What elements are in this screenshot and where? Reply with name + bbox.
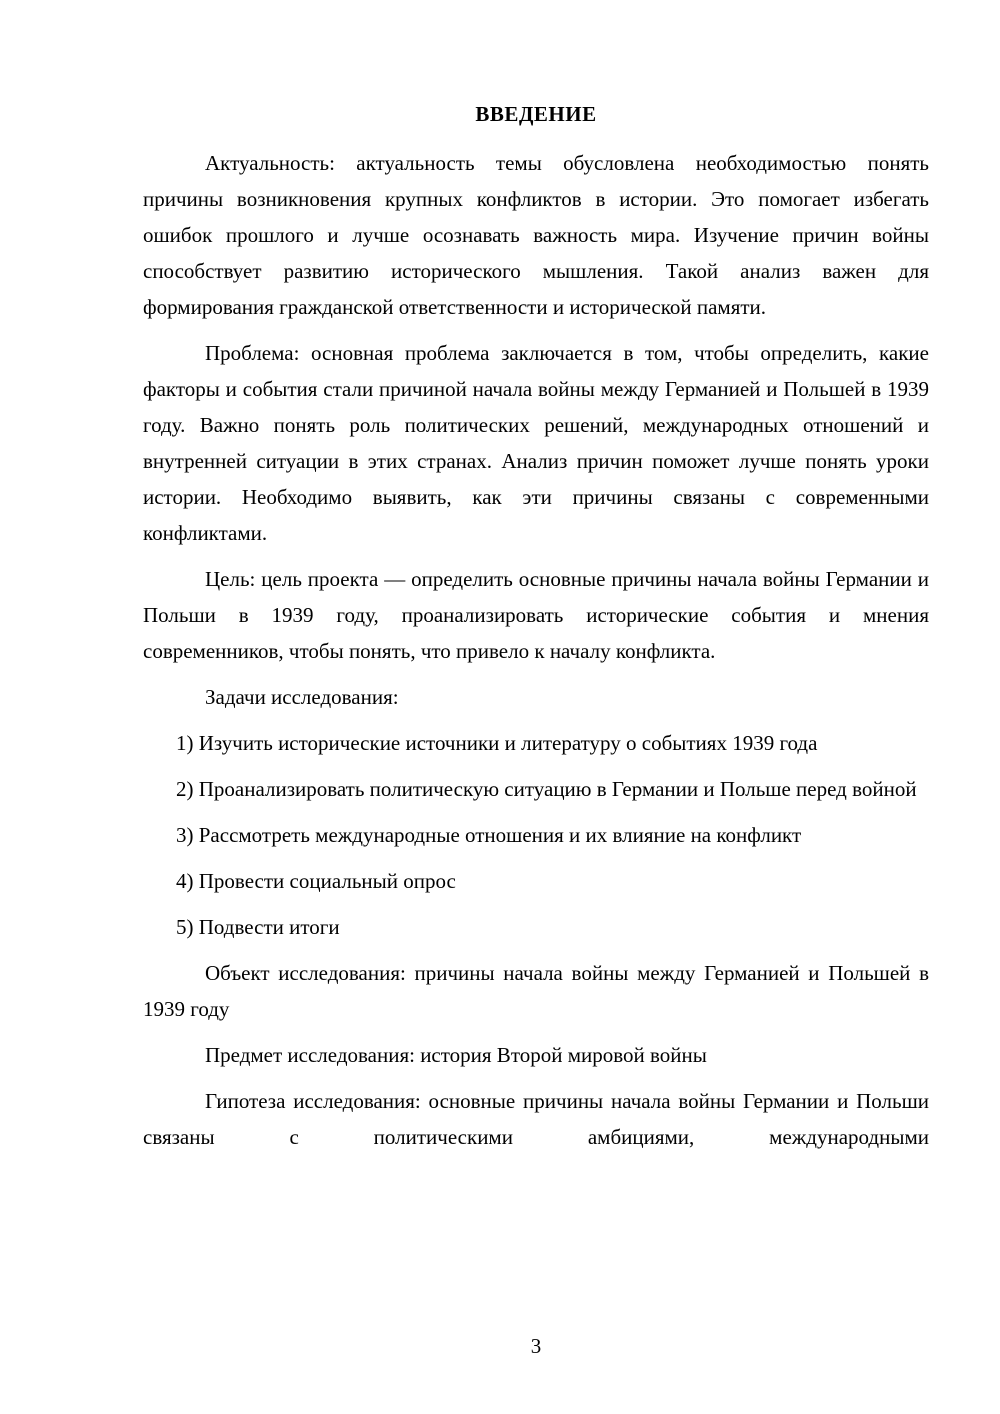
task-item-5: 5) Подвести итоги [176, 915, 340, 939]
page-title: ВВЕДЕНИЕ [475, 102, 597, 126]
paragraph-relevance: Актуальность: актуальность темы обусловлена необходимостью понять причины возникновения крупных конфликтов в истории. Это помогает избегать ошибок прошлого и лучше осознавать важность мира. Изучение причин войны способствует развитию исторического мышления. Такой анализ важен для формирования гражданской ответственности и исторической памяти. [143, 151, 929, 319]
page-number: 3 [530, 1334, 542, 1358]
task-item-3: 3) Рассмотреть международные отношения и их влияние на конфликт [176, 823, 802, 847]
paragraph-tasks-heading: Задачи исследования: [205, 685, 399, 709]
task-item-4: 4) Провести социальный опрос [176, 869, 456, 893]
paragraph-goal: Цель: цель проекта — определить основные причины начала войны Германии и Польши в 1939 году, проанализировать исторические события и мнения современников, чтобы понять, что привело к началу конфликта. [143, 567, 929, 663]
task-item-1: 1) Изучить исторические источники и литературу о событиях 1939 года [176, 731, 818, 755]
task-item-2: 2) Проанализировать политическую ситуацию в Германии и Польше перед войной [176, 777, 917, 801]
paragraph-problem: Проблема: основная проблема заключается в том, чтобы определить, какие факторы и события стали причиной начала войны между Германией и Польшей в 1939 году. Важно понять роль политических решений, международных отношений и внутренней ситуации в этих странах. Анализ причин поможет лучше понять уроки истории. Необходимо выявить, как эти причины связаны с современными конфликтами. [143, 341, 929, 545]
paragraph-subject: Предмет исследования: история Второй мировой войны [205, 1043, 707, 1067]
paragraph-hypothesis: Гипотеза исследования: основные причины начала войны Германии и Польши связаны с политическими амбициями, международными [143, 1089, 929, 1149]
paragraph-object: Объект исследования: причины начала войны между Германией и Польшей в 1939 году [143, 961, 929, 1021]
